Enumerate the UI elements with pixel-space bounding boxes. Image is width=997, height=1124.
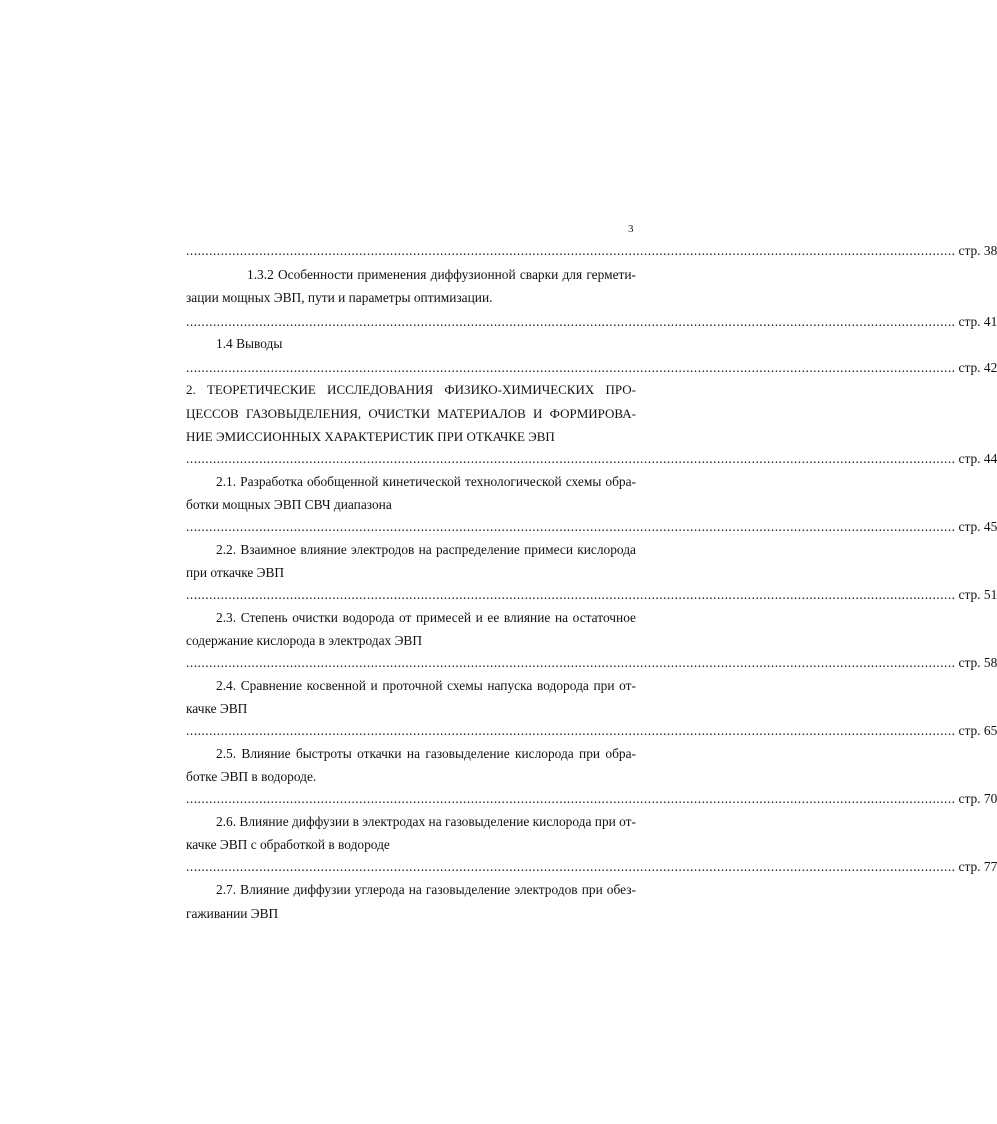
toc-page-ref: стр. 65 xyxy=(958,723,997,738)
toc-page-ref: стр. 38 xyxy=(958,243,997,258)
toc-page-ref: стр. 45 xyxy=(958,519,997,534)
toc-leader-9 xyxy=(186,858,997,876)
toc-page-ref: стр. 44 xyxy=(958,451,997,466)
toc-entry-10-line-2: гаживании ЭВП xyxy=(186,906,279,921)
dot-leader: ........................................................................................................................................................................................................ xyxy=(186,791,956,806)
toc-page-ref: стр. 51 xyxy=(958,587,997,602)
toc-entry-7-line-1: 2.4. Сравнение косвенной и проточной схемы напуска водорода при от- xyxy=(216,678,636,693)
toc-leader-7 xyxy=(186,722,997,740)
toc-entry-7-line-2: качке ЭВП xyxy=(186,701,248,716)
toc-entry-9-line-2: качке ЭВП с обработкой в водороде xyxy=(186,837,390,852)
toc-page-ref: стр. 70 xyxy=(958,791,997,806)
dot-leader: ........................................................................................................................................................................................................ xyxy=(186,519,956,534)
toc-entry-4-line-2: ботки мощных ЭВП СВЧ диапазона xyxy=(186,497,392,512)
toc-page-ref: стр. 41 xyxy=(958,314,997,329)
toc-page-ref: стр. 77 xyxy=(958,859,997,874)
toc-page-ref: стр. 58 xyxy=(958,655,997,670)
toc-leader-3 xyxy=(186,450,997,468)
toc-entry-3-line-1: 2. ТЕОРЕТИЧЕСКИЕ ИССЛЕДОВАНИЯ ФИЗИКО-ХИМИЧЕСКИХ ПРО- xyxy=(186,382,636,397)
dot-leader: ........................................................................................................................................................................................................ xyxy=(186,451,956,466)
page-number: 3 xyxy=(628,223,634,235)
dot-leader: ........................................................................................................................................................................................................ xyxy=(186,655,956,670)
toc-leader-2 xyxy=(186,359,997,377)
toc-leader-8 xyxy=(186,790,997,808)
toc-entry-5-line-2: при откачке ЭВП xyxy=(186,565,285,580)
toc-leader-4 xyxy=(186,518,997,536)
toc-entry-8-line-1: 2.5. Влияние быстроты откачки на газовыделение кислорода при обра- xyxy=(216,746,636,761)
toc-entry-4-line-1: 2.1. Разработка обобщенной кинетической технологической схемы обра- xyxy=(216,474,636,489)
toc-entry-1-line-2: зации мощных ЭВП, пути и параметры оптимизации. xyxy=(186,290,493,305)
toc-entry-5-line-1: 2.2. Взаимное влияние электродов на распределение примеси кислорода xyxy=(216,542,636,557)
toc-entry-2-line-1: 1.4 Выводы xyxy=(216,336,283,351)
toc-leader-0 xyxy=(186,242,997,260)
dot-leader: ........................................................................................................................................................................................................ xyxy=(186,859,956,874)
dot-leader: ........................................................................................................................................................................................................ xyxy=(186,587,956,602)
toc-entry-10-line-1: 2.7. Влияние диффузии углерода на газовыделение электродов при обез- xyxy=(216,882,636,897)
toc-entry-3-line-2: ЦЕССОВ ГАЗОВЫДЕЛЕНИЯ, ОЧИСТКИ МАТЕРИАЛОВ И ФОРМИРОВА- xyxy=(186,406,636,421)
toc-entry-9-line-1: 2.6. Влияние диффузии в электродах на газовыделение кислорода при от- xyxy=(216,814,636,829)
toc-entry-8-line-2: ботке ЭВП в водороде. xyxy=(186,769,317,784)
dot-leader: ........................................................................................................................................................................................................ xyxy=(186,243,956,258)
toc-leader-6 xyxy=(186,654,997,672)
toc-entry-6-line-2: содержание кислорода в электродах ЭВП xyxy=(186,633,423,648)
toc-entry-6-line-1: 2.3. Степень очистки водорода от примесей и ее влияние на остаточное xyxy=(216,610,636,625)
toc-leader-5 xyxy=(186,586,997,604)
dot-leader: ........................................................................................................................................................................................................ xyxy=(186,360,956,375)
dot-leader: ........................................................................................................................................................................................................ xyxy=(186,723,956,738)
toc-entry-3-line-3: НИЕ ЭМИССИОННЫХ ХАРАКТЕРИСТИК ПРИ ОТКАЧКЕ ЭВП xyxy=(186,429,555,444)
toc-entry-1-line-1: 1.3.2 Особенности применения диффузионной сварки для гермети- xyxy=(247,267,636,282)
toc-leader-1 xyxy=(186,313,997,331)
toc-page-ref: стр. 42 xyxy=(958,360,997,375)
dot-leader: ........................................................................................................................................................................................................ xyxy=(186,314,956,329)
